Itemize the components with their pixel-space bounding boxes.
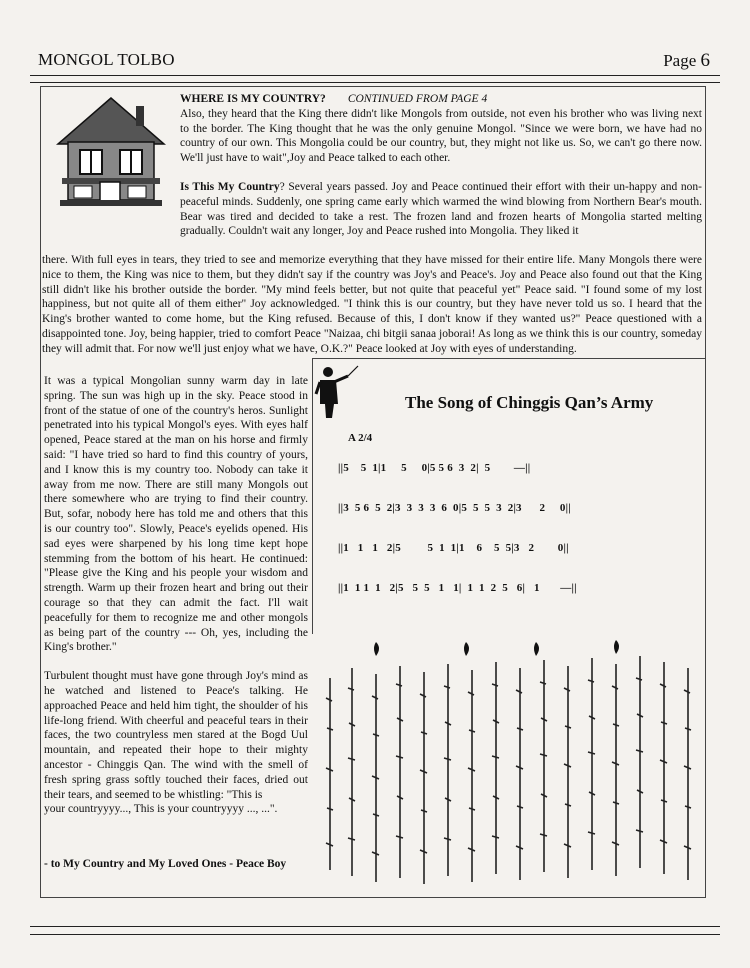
conductor-icon: [314, 364, 360, 420]
newsletter-title: MONGOL TOLBO: [38, 50, 175, 69]
signature: - to My Country and My Loved Ones - Peace Boy: [44, 858, 287, 870]
header-rule: [30, 75, 720, 76]
continued-note: CONTINUED FROM PAGE 4: [347, 93, 488, 105]
section-heading: Is This My Country: [180, 181, 280, 193]
article-paragraph-2-full: there. With full eyes in tears, they tried to see and memorize everything that they have missed for their entire life. Many Mongols there were nice to them, the King was nice to them, but they didn't say if the country was Joy's and Peace's. Joy and Peace also found out that the King still didn't like his brother outside the border. "My mind feels better, but not quite that peaceful yet" Peace said. "I found some of my lost happiness, but not quite all of them either" Joy acknowledged. "I think this is our country, but they have never told us so. I heard that the King's brother wanted to come home, but the King refused. Because of this, I don't know if they wanted us?" Peace questioned with a disappointed tone. Joy, being happier, tried to comfort Peace "Naizaa, chi bitgii sanaa joborai! As long as we think this is our country, someday they will admit that. For now we'll just enjoy what we have, O.K.?" Peace looked at Joy with eyes of understanding.: [42, 254, 702, 355]
paragraph-4-text: Turbulent thought must have gone through Joy's mind as he watched and listened to Peace's talking. He approached Peace and held him tight, the shoulder of his life-long friend. With cheerful and peaceful tears in their faces, the two countryless men stared at the Bogd Uul mountain, and repeated their hope to their mighty ancestor - Chinggis Qan. The wind with the smell of fresh spring grass softly touched their faces, dried out their tears, and seemed to be whistling: "This is: [44, 670, 308, 801]
article-paragraph-1: [180, 92, 702, 166]
notation-line-3: ||1 1 1 2|5 5 1 1|1 6 5 5|3 2 0||: [338, 542, 569, 554]
page-label: Page: [663, 51, 697, 70]
notation-line-4: ||1 1 1 1 2|5 5 5 1 1| 1 1 2 5 6| 1 —||: [338, 582, 577, 594]
paragraph-4-end: your countryyyy..., This is your countryyyy ..., ...".: [44, 803, 278, 816]
paragraph-4: [44, 669, 308, 817]
page-indicator: [663, 50, 710, 72]
footer-rule: [30, 926, 720, 927]
song-title: The Song of Chinggis Qan’s Army: [405, 393, 654, 412]
article-title: WHERE IS MY COUNTRY?: [180, 93, 326, 105]
article-paragraph-2-top: [180, 180, 702, 239]
song-meter: A 2/4: [348, 432, 373, 444]
notation-line-2: ||3 5 6 5 2|3 3 3 3 6 0|5 5 5 3 2|3 2 0||: [338, 502, 571, 514]
header-rule-2: [30, 82, 720, 83]
notation-line-1: ||5 5 1|1 5 0|5 5 6 3 2| 5 —||: [338, 462, 531, 474]
paragraph-3: It was a typical Mongolian sunny warm day in late spring. The sun was high up in the sky. Peace stood in front of the statue of one of the country's heros. Sunlight penetrated into his typical Mongol's eyes. With eyes half opened, Peace stared at the man on his horse and firmly said: "I have tried so hard to find this country of yours, and I know this is my country too. Nobody can take it away from me now. There are still many Mongols out there somewhere who are trying to find their country. But, sofar, nobody here has told me and others that this is our country too". Slowly, Peace's eyelids opened. His sad eyes were sharpened by his long time kept hope stemming from the bottom of his heart. He continued: "Please give the King and his people your wisdom and strength. Warm up their frozen heart and bring out their courage so that they can admit the fact. I'll wait peacefully for them to recognize me and other mongols as being part of the country --- Oh, yes, including the King's brother.": [44, 375, 308, 654]
page-number: 6: [700, 50, 710, 71]
footer-rule-2: [30, 934, 720, 935]
paragraph-1-text: Also, they heard that the King there didn't like Mongols from outside, not even his brother who was living next to the border. The King thought that he was the only genuine Mongol. "Since we were born, we have had no country of our own. This Mongolia could be our country, but, they might not like us. So, we can't go there now. We'll just have to wait",Joy and Peace talked to each other.: [180, 107, 702, 165]
paragraph-2-text-a: ? Several years passed. Joy and Peace continued their effort with their un-happy and non-peaceful minds. Suddenly, one spring came early which warmed the wind blowing from Northern Bear's mouth. Bear was tired and decided to take a rest. The frozen land and frozen hearts of Mongolia started melting gradually. Couldn't wait any longer, Joy and Peace rushed into Mongolia. They liked it: [180, 181, 702, 238]
mongolian-script-image: [318, 638, 704, 896]
house-illustration: [52, 92, 170, 212]
left-column: [44, 374, 308, 817]
